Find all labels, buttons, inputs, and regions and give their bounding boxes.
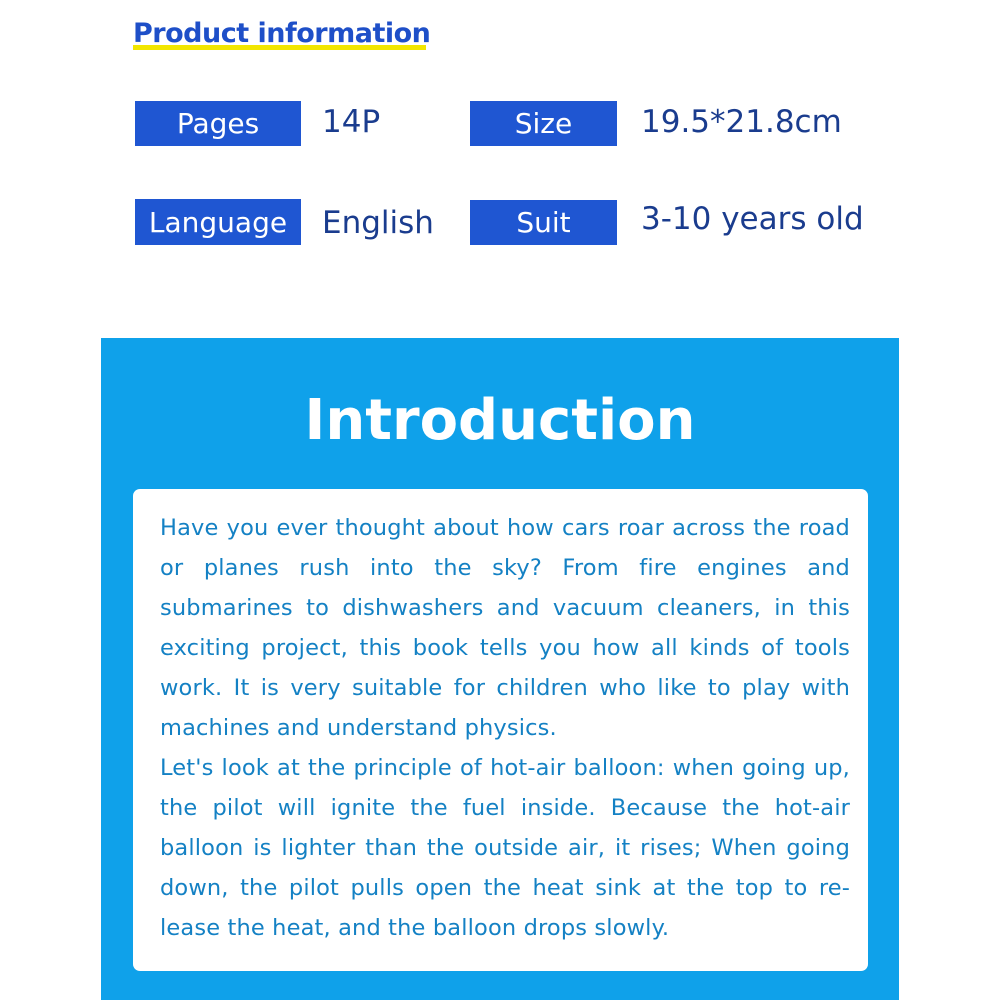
suit-value: 3-10 years old [641, 201, 864, 237]
size-value: 19.5*21.8cm [641, 104, 842, 140]
introduction-heading: Introduction [304, 388, 696, 453]
pages-label: Pages [135, 101, 301, 146]
language-value: English [322, 205, 434, 241]
introduction-paragraph-1: Have you ever thought about how cars roar across the road or planes rush into the sky? From fire engines and submarines to dishwashers and vacuum cleaners, in this exciting project, this book tells you how all kinds of tools work. It is very suitable for children who like to play with machines and understand physics. [160, 515, 850, 741]
language-label: Language [135, 199, 301, 245]
size-label: Size [470, 101, 617, 146]
product-info-title: Product information [133, 18, 431, 49]
introduction-paragraph-2: Let's look at the principle of hot-air balloon: when going up, the pilot will ignite the fuel inside. Because the hot-air balloon is lighter than the outside air, it rises; When going down, the pilot pulls open the heat sink at the top to re-lease the heat, and the balloon drops slowly. [160, 755, 850, 941]
pages-value: 14P [322, 104, 381, 140]
suit-label: Suit [470, 200, 617, 245]
introduction-text [160, 508, 850, 948]
